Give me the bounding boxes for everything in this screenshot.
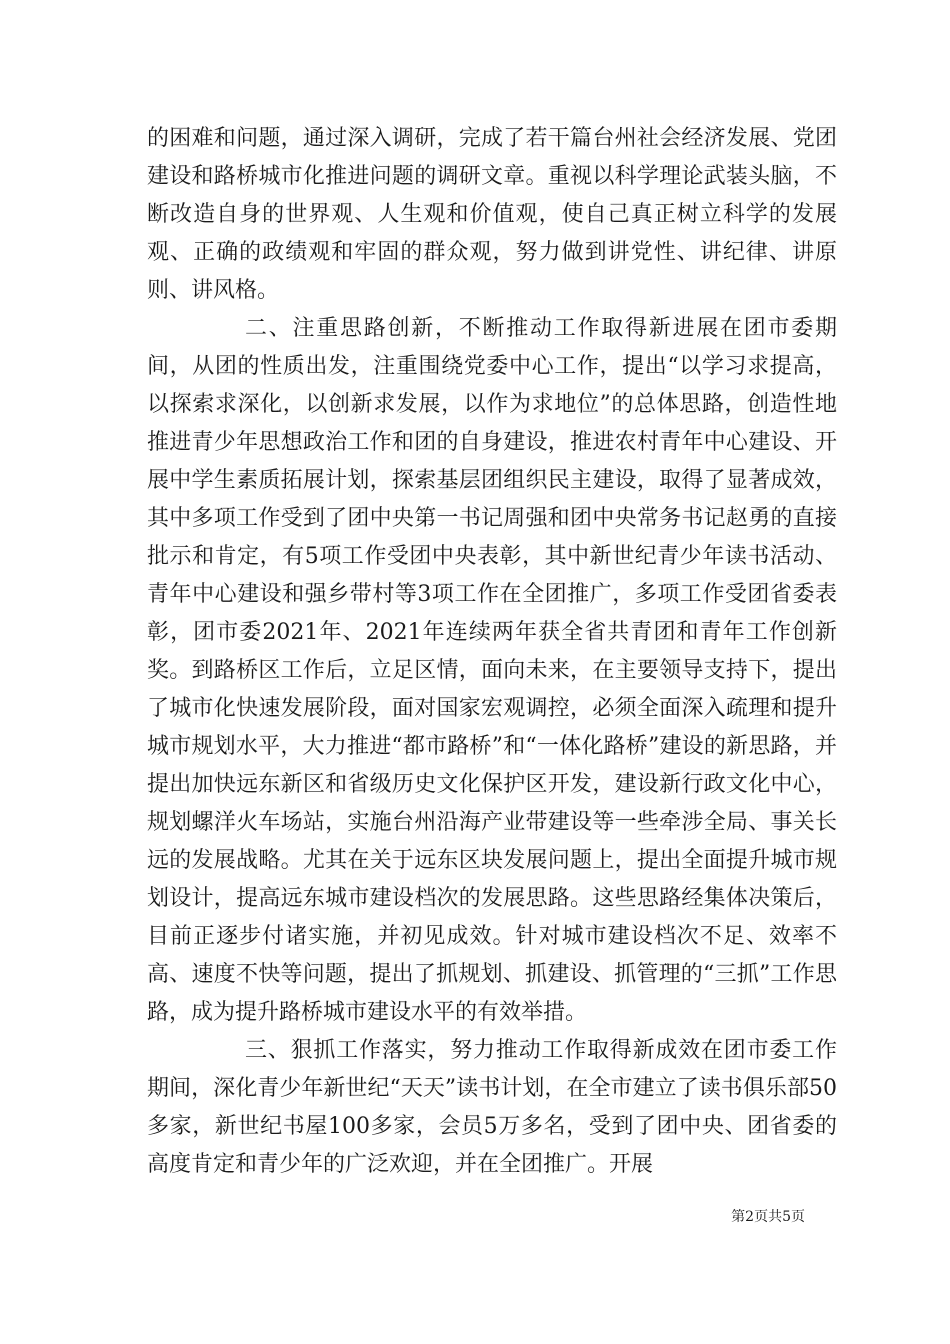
paragraph-1: 的困难和问题，通过深入调研，完成了若干篇台州社会经济发展、党团建设和路桥城市化推进问题的调研文章。重视以科学理论武装头脑，不断改造自身的世界观、人生观和价值观，使自己真正树立科学的发展观、正确的政绩观和牢固的群众观，努力做到讲党性、讲纪律、讲原则、讲风格。 — [147, 126, 837, 303]
page-number-footer: 第2页共5页 — [731, 1209, 805, 1225]
paragraph-2-section-two: 二、注重思路创新，不断推动工作取得新进展在团市委期间，从团的性质出发，注重围绕党委中心工作，提出“以学习求提高，以探索求深化，以创新求发展，以作为求地位”的总体思路，创造性地推进青少年思想政治工作和团的自身建设，推进农村青年中心建设、开展中学生素质拓展计划，探索基层团组织民主建设，取得了显著成效，其中多项工作受到了团中央第一书记周强和团中央常务书记赵勇的直接批示和肯定，有5项工作受团中央表彰，其中新世纪青少年读书活动、青年中心建设和强乡带村等3项工作在全团推广，多项工作受团省委表彰，团市委2021年、2021年连续两年获全省共青团和青年工作创新奖。到路桥区工作后，立足区情，面向未来，在主要领导支持下，提出了城市化快速发展阶段，面对国家宏观调控，必须全面深入疏理和提升城市规划水平，大力推进“都市路桥”和“一体化路桥”建设的新思路，并提出加快远东新区和省级历史文化保护区开发，建设新行政文化中心，规划螺洋火车场站，实施台州沿海产业带建设等一些牵涉全局、事关长远的发展战略。尤其在关于远东区块发展问题上，提出全面提升城市规划设计，提高远东城市建设档次的发展思路。这些思路经集体决策后，目前正逐步付诸实施，并初见成效。针对城市建设档次不足、效率不高、速度不快等问题，提出了抓规划、抓建设、抓管理的“三抓”工作思路，成为提升路桥城市建设水平的有效举措。 — [147, 316, 837, 1025]
document-body — [147, 120, 837, 1184]
paragraph-3-section-three: 三、狠抓工作落实，努力推动工作取得新成效在团市委工作期间，深化青少年新世纪“天天”读书计划，在全市建立了读书俱乐部50多家，新世纪书屋100多家，会员5万多名，受到了团中央、团省委的高度肯定和青少年的广泛欢迎，并在全团推广。开展 — [147, 1038, 837, 1177]
